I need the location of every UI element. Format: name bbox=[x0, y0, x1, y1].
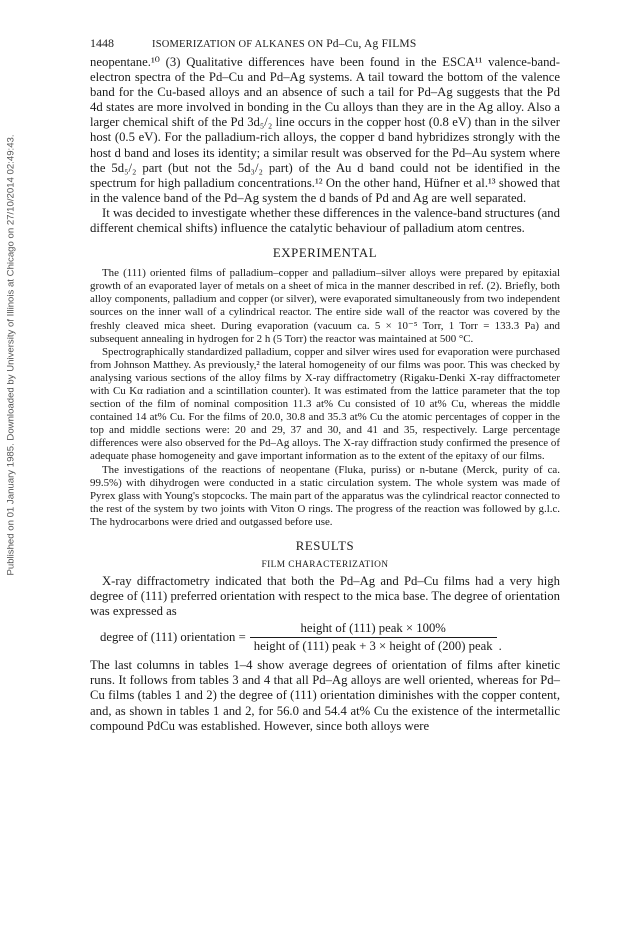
experimental-paragraph-3: The investigations of the reactions of neopentane (Fluka, puriss) or n-butane (Merck, purity of ca. 99.5%) with dihydrogen were conducted in a static circulation system. The whole system was made of Pyrex glass with Young's stopcocks. The main part of the apparatus was the cylindrical reactor connected to the rest of the system by two joints with Viton O rings. The progress of the reaction was followed by g.l.c. The hydrocarbons were dried and outgassed before use. bbox=[90, 463, 560, 528]
intro-paragraph-1: neopentane.¹⁰ (3) Qualitative differences have been found in the ESCA¹¹ valence-band-electron spectra of the Pd–Cu and Pd–Ag systems. A tail toward the bottom of the valence band for the Cu-based alloys and an absence of such a tail for Pd–Ag suggests that the Pd 4d states are more involved in bonding in the Cu alloys than they are in the Ag alloy. Also a larger chemical shift of the Pd 3d₅/₂ line occurs in the copper host (0.8 eV) than in the silver host (0.5 eV). For the palladium-rich alloys, the copper d band hybridizes strongly with the host d band and loses its identity; a similar result was observed for the Pd–Au system where the 5d₅/₂ part (but not the 5d₃/₂ part) of the Au d band could not be identified in the spectrum for high palladium concentrations.¹² On the other hand, Hüfner et al.¹³ showed that in the valence band of the Pd–Ag system the d bands of Pd and Ag are well separated. bbox=[90, 55, 560, 205]
equation-numerator: height of (111) peak × 100% bbox=[300, 621, 446, 636]
margin-note-text: Published on 01 January 1985. Downloaded by University of Illinois at Chicago on 27/10/2014 02:49:43. bbox=[5, 134, 17, 576]
equation-lhs: degree of (111) orientation = bbox=[100, 630, 246, 645]
equation-denominator: height of (111) peak + 3 × height of (200) peak bbox=[250, 637, 497, 654]
results-paragraph-1: X-ray diffractometry indicated that both the Pd–Ag and Pd–Cu films had a very high degree of (111) preferred orientation with respect to the mica base. The degree of orientation was expressed as bbox=[90, 574, 560, 619]
film-characterization-heading: FILM CHARACTERIZATION bbox=[261, 560, 389, 570]
experimental-heading: EXPERIMENTAL bbox=[272, 246, 378, 261]
page-header bbox=[90, 36, 560, 51]
experimental-paragraph-2: Spectrographically standardized palladium, copper and silver wires used for evaporation were purchased from Johnson Matthey. As previously,² the lateral homogeneity of our films was poor. This was checked by analysing various sections of the alloy films by X-ray diffractometry (Rigaku-Denki X-ray diffractometer with Cu Kα radiation and a scintillation counter). It was estimated from the lattice parameter that the top section of the film of nominal composition 11.3 at% Cu consisted of 10 at% Cu, whereas the middle contained 14 at% Cu. For the films of 20.0, 30.8 and 35.3 at% Cu the atomic percentages of copper in the top and middle sections were: 20 and 29, 37 and 30, and 41 and 35, respectively. Large percentage differences were also observed for the Pd–Ag alloys. The X-ray diffraction study confirmed the presence of adequate phase homogeneity and gave important information as to the extent of the epitaxy of our films. bbox=[90, 345, 560, 463]
equation-fraction bbox=[250, 621, 497, 654]
running-head-tail: Pd–Cu, Ag FILMS bbox=[326, 38, 417, 50]
intro-paragraph-2: It was decided to investigate whether these differences in the valence-band structures (and different chemical shifts) influence the catalytic behaviour of palladium atom centres. bbox=[90, 205, 560, 236]
orientation-equation bbox=[100, 621, 560, 654]
page-body bbox=[90, 36, 560, 734]
margin-publication-note bbox=[0, 0, 22, 937]
page-number: 1448 bbox=[90, 36, 114, 50]
results-paragraph-2: The last columns in tables 1–4 show average degrees of orientation of films after kinetic runs. It follows from tables 3 and 4 that all Pd–Ag alloys are well oriented, whereas for Pd–Cu films (tables 1 and 2) the degree of (111) orientation diminishes with the copper content, and, as shown in tables 1 and 2, for 56.0 and 54.4 at% Cu the existence of the intermetallic compound PdCu was established. However, since both alloys were bbox=[90, 658, 560, 733]
running-head-text: ISOMERIZATION OF ALKANES ON bbox=[152, 39, 324, 50]
equation-end: . bbox=[498, 639, 502, 654]
running-head bbox=[152, 38, 560, 50]
experimental-paragraph-1: The (111) oriented films of palladium–copper and palladium–silver alloys were prepared by epitaxial growth of an evaporated layer of metals on a sheet of mica in the manner described in ref. (2). Briefly, both alloy components, palladium and copper (or silver), were evaporated simultaneously from two independent sources on the inner wall of a cylindrical reactor. The entire side wall of the reactor was covered by the freshly cleaved mica sheet. During evaporation (vacuum ca. 5 × 10⁻⁵ Torr, 1 Torr = 133.3 Pa) and subsequent annealing in hydrogen for 2 h (5 Torr) the reactor was maintained at 500 °C. bbox=[90, 267, 560, 345]
results-heading: RESULTS bbox=[295, 539, 355, 553]
